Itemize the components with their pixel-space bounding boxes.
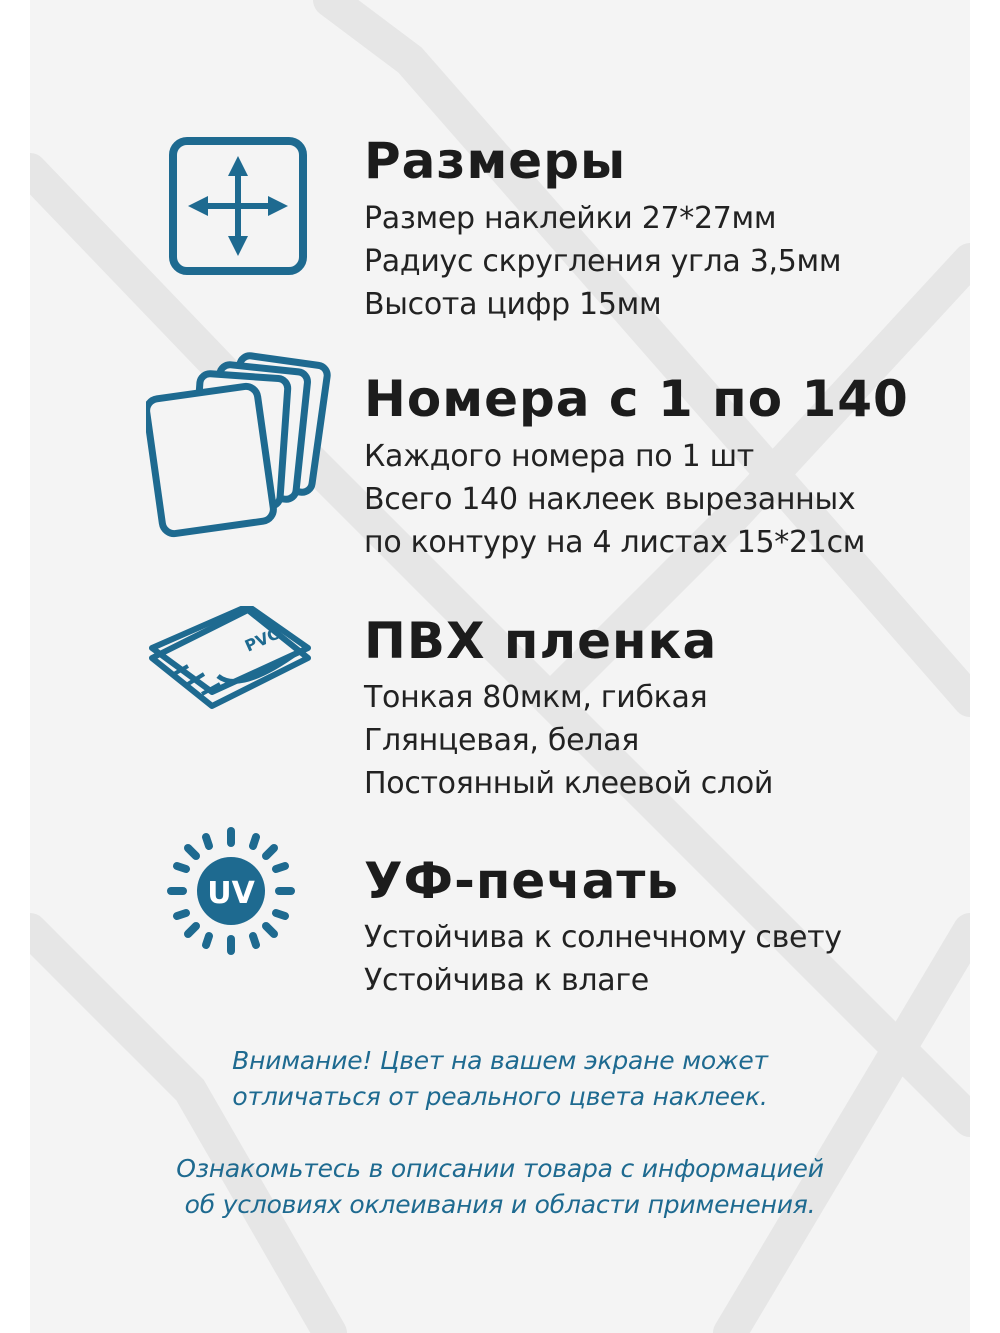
- section-line: Тонкая 80мкм, гибкая: [364, 680, 708, 715]
- section-line: Постоянный клеевой слой: [364, 766, 774, 801]
- section-line: Каждого номера по 1 шт: [364, 439, 754, 474]
- uv-sun-icon: [166, 826, 296, 956]
- note-line: Ознакомьтесь в описании товара с информацией: [176, 1154, 824, 1183]
- sticker-sheets-icon: [146, 352, 332, 538]
- section-lines: [364, 916, 842, 1002]
- color-warning-note: [30, 1043, 970, 1115]
- section-line: Высота цифр 15мм: [364, 287, 662, 322]
- section-line: Устойчива к солнечному свету: [364, 920, 842, 955]
- section-title: Номера с 1 по 140: [364, 370, 909, 428]
- section-line: Глянцевая, белая: [364, 723, 639, 758]
- description-note: [30, 1151, 970, 1223]
- section-lines: [364, 676, 773, 805]
- pvc-film-icon: [148, 606, 312, 710]
- section-lines: [364, 197, 841, 326]
- note-line: Внимание! Цвет на вашем экране может: [232, 1046, 768, 1075]
- uv-label: UV: [207, 876, 255, 911]
- pvc-label: PVC: [241, 623, 283, 656]
- section-line: Радиус скругления угла 3,5мм: [364, 244, 842, 279]
- section-line: Устойчива к влаге: [364, 963, 649, 998]
- note-line: об условиях оклеивания и области применения.: [184, 1190, 816, 1219]
- resize-arrows-icon: [168, 136, 308, 276]
- section-line: Размер наклейки 27*27мм: [364, 201, 777, 236]
- info-card: [30, 0, 970, 1333]
- section-line: по контуру на 4 листах 15*21см: [364, 525, 866, 560]
- section-title: Размеры: [364, 132, 627, 190]
- section-title: ПВХ пленка: [364, 612, 718, 670]
- section-title: УФ-печать: [364, 852, 680, 910]
- note-line: отличаться от реального цвета наклеек.: [232, 1082, 768, 1111]
- section-lines: [364, 435, 865, 564]
- section-line: Всего 140 наклеек вырезанных: [364, 482, 856, 517]
